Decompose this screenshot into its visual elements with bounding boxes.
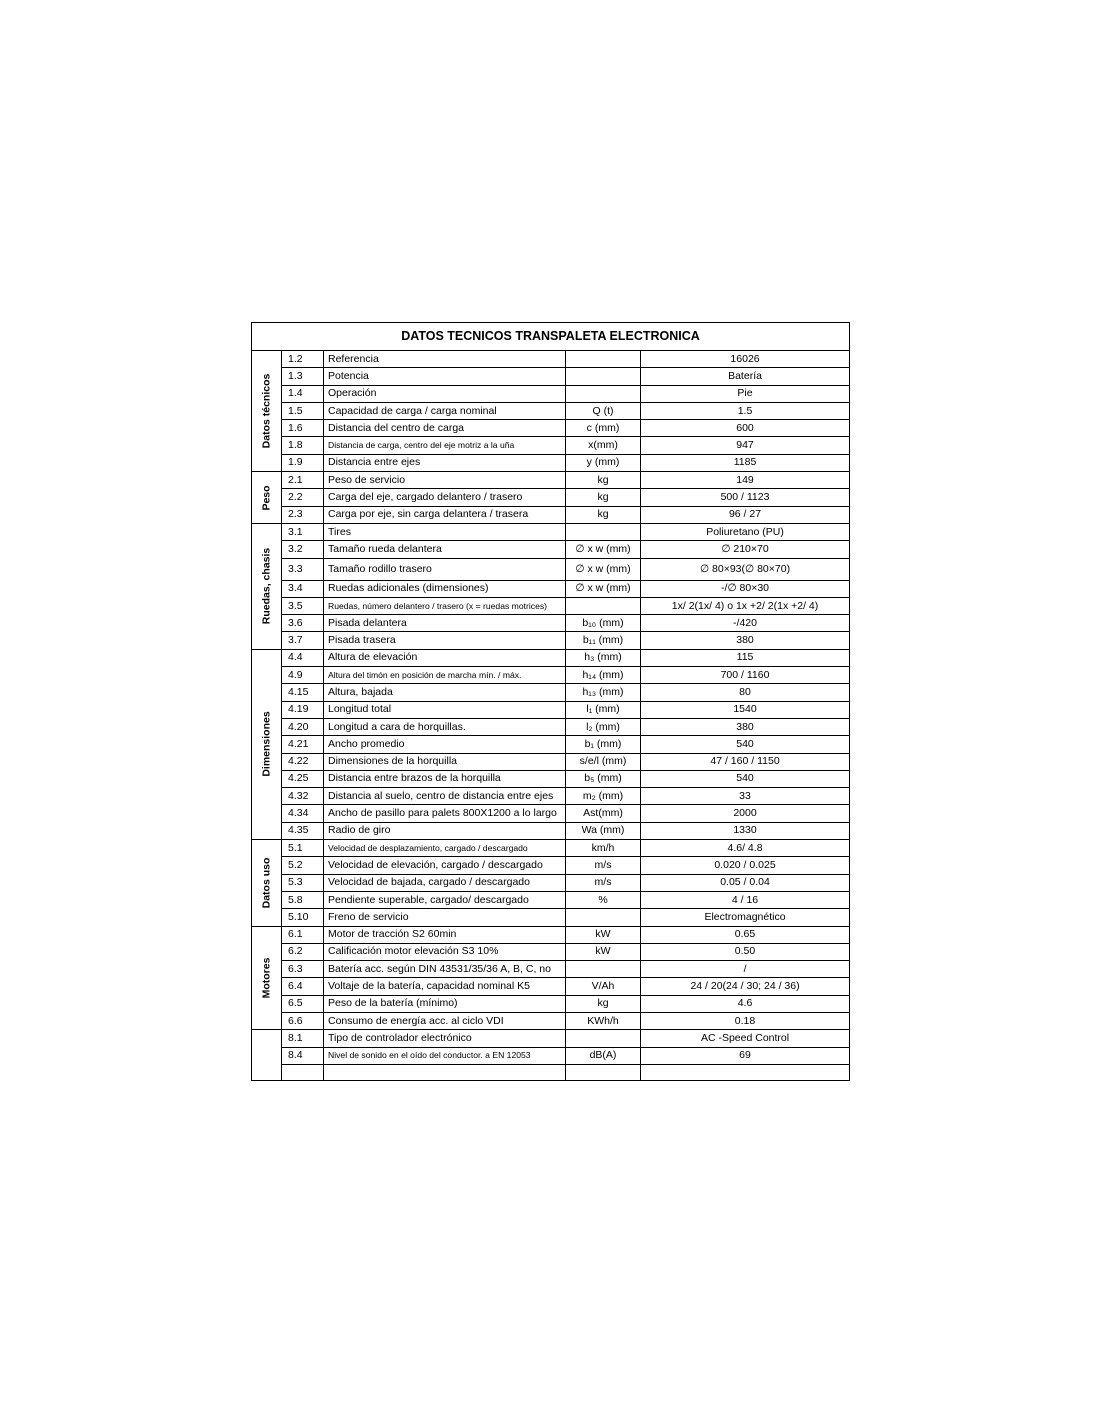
row-description: Longitud a cara de horquillas.: [324, 718, 566, 735]
table-row: [252, 891, 850, 908]
section-label: Dimensiones: [260, 711, 272, 778]
table-row: [252, 385, 850, 402]
spec-table-body: [252, 323, 850, 1081]
table-row: [252, 632, 850, 649]
row-description: Operación: [324, 385, 566, 402]
row-unit: kg: [566, 472, 641, 489]
section-cell: [252, 649, 282, 839]
table-row: [252, 943, 850, 960]
row-code: 3.1: [282, 523, 324, 540]
row-code: 1.4: [282, 385, 324, 402]
row-code: 3.7: [282, 632, 324, 649]
row-unit: KWh/h: [566, 1012, 641, 1029]
table-row: [252, 368, 850, 385]
row-value: 0.05 / 0.04: [641, 874, 850, 891]
table-row: [252, 701, 850, 718]
table-row: [252, 615, 850, 632]
section-label: Datos técnicos: [260, 373, 272, 449]
row-unit: b₁₁ (mm): [566, 632, 641, 649]
table-row: [252, 667, 850, 684]
row-code: 4.4: [282, 649, 324, 666]
row-description: Referencia: [324, 351, 566, 368]
row-code: 4.32: [282, 788, 324, 805]
row-description: Nivel de sonido en el oído del conductor. a EN 12053: [324, 1047, 566, 1064]
table-title: DATOS TECNICOS TRANSPALETA ELECTRONICA: [252, 323, 850, 351]
row-unit: b₁ (mm): [566, 736, 641, 753]
row-value: 2000: [641, 805, 850, 822]
row-description: Peso de servicio: [324, 472, 566, 489]
row-value: 0.65: [641, 926, 850, 943]
table-row: [252, 558, 850, 580]
row-unit: h₁₃ (mm): [566, 684, 641, 701]
row-code: 4.25: [282, 770, 324, 787]
row-unit: kg: [566, 506, 641, 523]
row-code: 1.5: [282, 402, 324, 419]
row-unit: dB(A): [566, 1047, 641, 1064]
table-row: [252, 926, 850, 943]
row-code: 3.6: [282, 615, 324, 632]
row-description: Freno de servicio: [324, 909, 566, 926]
row-value: 1.5: [641, 402, 850, 419]
row-code: 6.4: [282, 978, 324, 995]
row-value: -/420: [641, 615, 850, 632]
row-unit: m/s: [566, 874, 641, 891]
row-description: Capacidad de carga / carga nominal: [324, 402, 566, 419]
row-unit: h₁₄ (mm): [566, 667, 641, 684]
row-description: Motor de tracción S2 60min: [324, 926, 566, 943]
row-code: 8.4: [282, 1047, 324, 1064]
row-unit: [566, 385, 641, 402]
section-cell: [252, 840, 282, 926]
section-label: Peso: [260, 484, 272, 511]
row-value: 96 / 27: [641, 506, 850, 523]
row-value: 600: [641, 420, 850, 437]
row-code: 3.3: [282, 558, 324, 580]
row-code: 6.1: [282, 926, 324, 943]
row-unit: [566, 909, 641, 926]
table-row: [252, 454, 850, 471]
row-description: Altura del timón en posición de marcha mín. / máx.: [324, 667, 566, 684]
row-unit: l₁ (mm): [566, 701, 641, 718]
table-row: [252, 805, 850, 822]
row-unit: [566, 351, 641, 368]
row-value: 0.020 / 0.025: [641, 857, 850, 874]
row-value: 115: [641, 649, 850, 666]
row-code: 4.34: [282, 805, 324, 822]
row-description: Carga del eje, cargado delantero / trasero: [324, 489, 566, 506]
row-code: 5.8: [282, 891, 324, 908]
row-description: Ancho promedio: [324, 736, 566, 753]
row-code: 5.10: [282, 909, 324, 926]
row-description: Altura de elevación: [324, 649, 566, 666]
row-value: Poliuretano (PU): [641, 523, 850, 540]
row-description: Ruedas adicionales (dimensiones): [324, 580, 566, 597]
row-unit: km/h: [566, 840, 641, 857]
table-row: [252, 961, 850, 978]
row-code: 4.20: [282, 718, 324, 735]
table-row: [252, 437, 850, 454]
table-row: [252, 420, 850, 437]
row-description: Distancia entre brazos de la horquilla: [324, 770, 566, 787]
row-unit: Ast(mm): [566, 805, 641, 822]
row-unit: %: [566, 891, 641, 908]
row-value: Electromagnético: [641, 909, 850, 926]
row-unit: [566, 597, 641, 614]
row-unit: V/Ah: [566, 978, 641, 995]
table-row: [252, 978, 850, 995]
row-unit: ∅ x w (mm): [566, 558, 641, 580]
row-code: 6.2: [282, 943, 324, 960]
table-row: [252, 822, 850, 839]
table-row: [252, 857, 850, 874]
row-code: 1.6: [282, 420, 324, 437]
row-unit: kg: [566, 489, 641, 506]
row-value: 1540: [641, 701, 850, 718]
section-label: Ruedas, chasis: [260, 548, 272, 625]
row-code: 5.3: [282, 874, 324, 891]
row-code: 6.6: [282, 1012, 324, 1029]
table-row: [252, 1012, 850, 1029]
row-code: 6.5: [282, 995, 324, 1012]
row-value: 700 / 1160: [641, 667, 850, 684]
table-row: [252, 736, 850, 753]
row-value: 69: [641, 1047, 850, 1064]
row-code: 4.15: [282, 684, 324, 701]
table-row: [252, 770, 850, 787]
row-description: Ruedas, número delantero / trasero (x = ruedas motrices): [324, 597, 566, 614]
row-value: 4 / 16: [641, 891, 850, 908]
table-row: [252, 523, 850, 540]
row-code: 4.21: [282, 736, 324, 753]
row-value: 380: [641, 632, 850, 649]
row-value: Batería: [641, 368, 850, 385]
table-row: [252, 351, 850, 368]
row-value: 0.50: [641, 943, 850, 960]
title-row: [252, 323, 850, 351]
row-unit: b₁₀ (mm): [566, 615, 641, 632]
row-value: 16026: [641, 351, 850, 368]
row-unit: m/s: [566, 857, 641, 874]
row-unit: kW: [566, 926, 641, 943]
row-value: [641, 1064, 850, 1080]
table-row: [252, 995, 850, 1012]
row-unit: x(mm): [566, 437, 641, 454]
table-row: [252, 718, 850, 735]
row-code: 3.4: [282, 580, 324, 597]
row-code: [282, 1064, 324, 1080]
row-description: Peso de la batería (mínimo): [324, 995, 566, 1012]
row-unit: Q (t): [566, 402, 641, 419]
spec-table: [251, 322, 850, 1081]
section-cell: [252, 351, 282, 472]
row-description: Pisada delantera: [324, 615, 566, 632]
row-code: 4.22: [282, 753, 324, 770]
row-description: Batería acc. según DIN 43531/35/36 A, B, C, no: [324, 961, 566, 978]
row-code: 3.5: [282, 597, 324, 614]
table-row: [252, 788, 850, 805]
row-code: 2.2: [282, 489, 324, 506]
blank-row: [252, 1064, 850, 1080]
table-row: [252, 649, 850, 666]
row-value: 540: [641, 770, 850, 787]
row-description: Potencia: [324, 368, 566, 385]
row-description: Tipo de controlador electrónico: [324, 1030, 566, 1047]
row-unit: ∅ x w (mm): [566, 541, 641, 558]
row-value: AC -Speed Control: [641, 1030, 850, 1047]
row-code: 4.19: [282, 701, 324, 718]
row-value: /: [641, 961, 850, 978]
row-unit: [566, 1064, 641, 1080]
row-value: 1330: [641, 822, 850, 839]
row-code: 5.2: [282, 857, 324, 874]
table-row: [252, 1030, 850, 1047]
row-value: 380: [641, 718, 850, 735]
table-row: [252, 909, 850, 926]
row-unit: ∅ x w (mm): [566, 580, 641, 597]
section-cell: [252, 523, 282, 649]
row-value: 1x/ 2(1x/ 4) o 1x +2/ 2(1x +2/ 4): [641, 597, 850, 614]
row-description: Pisada trasera: [324, 632, 566, 649]
row-description: Distancia del centro de carga: [324, 420, 566, 437]
row-description: Longitud total: [324, 701, 566, 718]
row-value: ∅ 210×70: [641, 541, 850, 558]
table-row: [252, 541, 850, 558]
table-row: [252, 402, 850, 419]
row-unit: kW: [566, 943, 641, 960]
row-description: Distancia de carga, centro del eje motriz a la uña: [324, 437, 566, 454]
row-description: Dimensiones de la horquilla: [324, 753, 566, 770]
section-cell: [252, 926, 282, 1030]
table-row: [252, 1047, 850, 1064]
row-unit: y (mm): [566, 454, 641, 471]
row-value: 24 / 20(24 / 30; 24 / 36): [641, 978, 850, 995]
table-row: [252, 580, 850, 597]
row-value: 47 / 160 / 1150: [641, 753, 850, 770]
row-description: Distancia al suelo, centro de distancia entre ejes: [324, 788, 566, 805]
section-label: Motores: [260, 957, 272, 999]
row-unit: b₅ (mm): [566, 770, 641, 787]
row-description: Tamaño rueda delantera: [324, 541, 566, 558]
row-unit: s/e/l (mm): [566, 753, 641, 770]
row-code: 3.2: [282, 541, 324, 558]
row-value: 0.18: [641, 1012, 850, 1029]
table-row: [252, 753, 850, 770]
section-cell: [252, 472, 282, 524]
row-value: 1185: [641, 454, 850, 471]
row-value: Pie: [641, 385, 850, 402]
row-description: Tires: [324, 523, 566, 540]
row-description: Calificación motor elevación S3 10%: [324, 943, 566, 960]
row-code: 8.1: [282, 1030, 324, 1047]
row-value: 500 / 1123: [641, 489, 850, 506]
table-row: [252, 597, 850, 614]
table-row: [252, 489, 850, 506]
row-code: 4.9: [282, 667, 324, 684]
row-description: [324, 1064, 566, 1080]
row-unit: [566, 523, 641, 540]
row-code: 1.9: [282, 454, 324, 471]
row-unit: [566, 961, 641, 978]
table-row: [252, 506, 850, 523]
row-value: 540: [641, 736, 850, 753]
row-value: 4.6: [641, 995, 850, 1012]
row-description: Tamaño rodillo trasero: [324, 558, 566, 580]
row-value: 149: [641, 472, 850, 489]
row-description: Ancho de pasillo para palets 800X1200 a lo largo: [324, 805, 566, 822]
row-code: 6.3: [282, 961, 324, 978]
row-code: 1.8: [282, 437, 324, 454]
row-unit: [566, 368, 641, 385]
row-value: 947: [641, 437, 850, 454]
row-description: Voltaje de la batería, capacidad nominal K5: [324, 978, 566, 995]
row-unit: [566, 1030, 641, 1047]
row-description: Velocidad de desplazamiento, cargado / descargado: [324, 840, 566, 857]
row-unit: h₃ (mm): [566, 649, 641, 666]
table-row: [252, 840, 850, 857]
table-row: [252, 684, 850, 701]
row-unit: l₂ (mm): [566, 718, 641, 735]
table-row: [252, 874, 850, 891]
row-description: Velocidad de bajada, cargado / descargado: [324, 874, 566, 891]
row-code: 5.1: [282, 840, 324, 857]
row-value: ∅ 80×93(∅ 80×70): [641, 558, 850, 580]
row-description: Consumo de energía acc. al ciclo VDI: [324, 1012, 566, 1029]
row-unit: c (mm): [566, 420, 641, 437]
row-value: 33: [641, 788, 850, 805]
row-code: 2.1: [282, 472, 324, 489]
row-description: Distancia entre ejes: [324, 454, 566, 471]
row-code: 1.3: [282, 368, 324, 385]
row-code: 1.2: [282, 351, 324, 368]
row-description: Altura, bajada: [324, 684, 566, 701]
section-label: Datos uso: [260, 857, 272, 909]
row-description: Pendiente superable, cargado/ descargado: [324, 891, 566, 908]
table-row: [252, 472, 850, 489]
row-description: Radio de giro: [324, 822, 566, 839]
row-value: 80: [641, 684, 850, 701]
row-unit: m₂ (mm): [566, 788, 641, 805]
row-value: 4.6/ 4.8: [641, 840, 850, 857]
row-unit: kg: [566, 995, 641, 1012]
section-cell: [252, 1030, 282, 1081]
row-description: Carga por eje, sin carga delantera / trasera: [324, 506, 566, 523]
row-unit: Wa (mm): [566, 822, 641, 839]
row-value: -/∅ 80×30: [641, 580, 850, 597]
row-description: Velocidad de elevación, cargado / descargado: [324, 857, 566, 874]
row-code: 4.35: [282, 822, 324, 839]
row-code: 2.3: [282, 506, 324, 523]
